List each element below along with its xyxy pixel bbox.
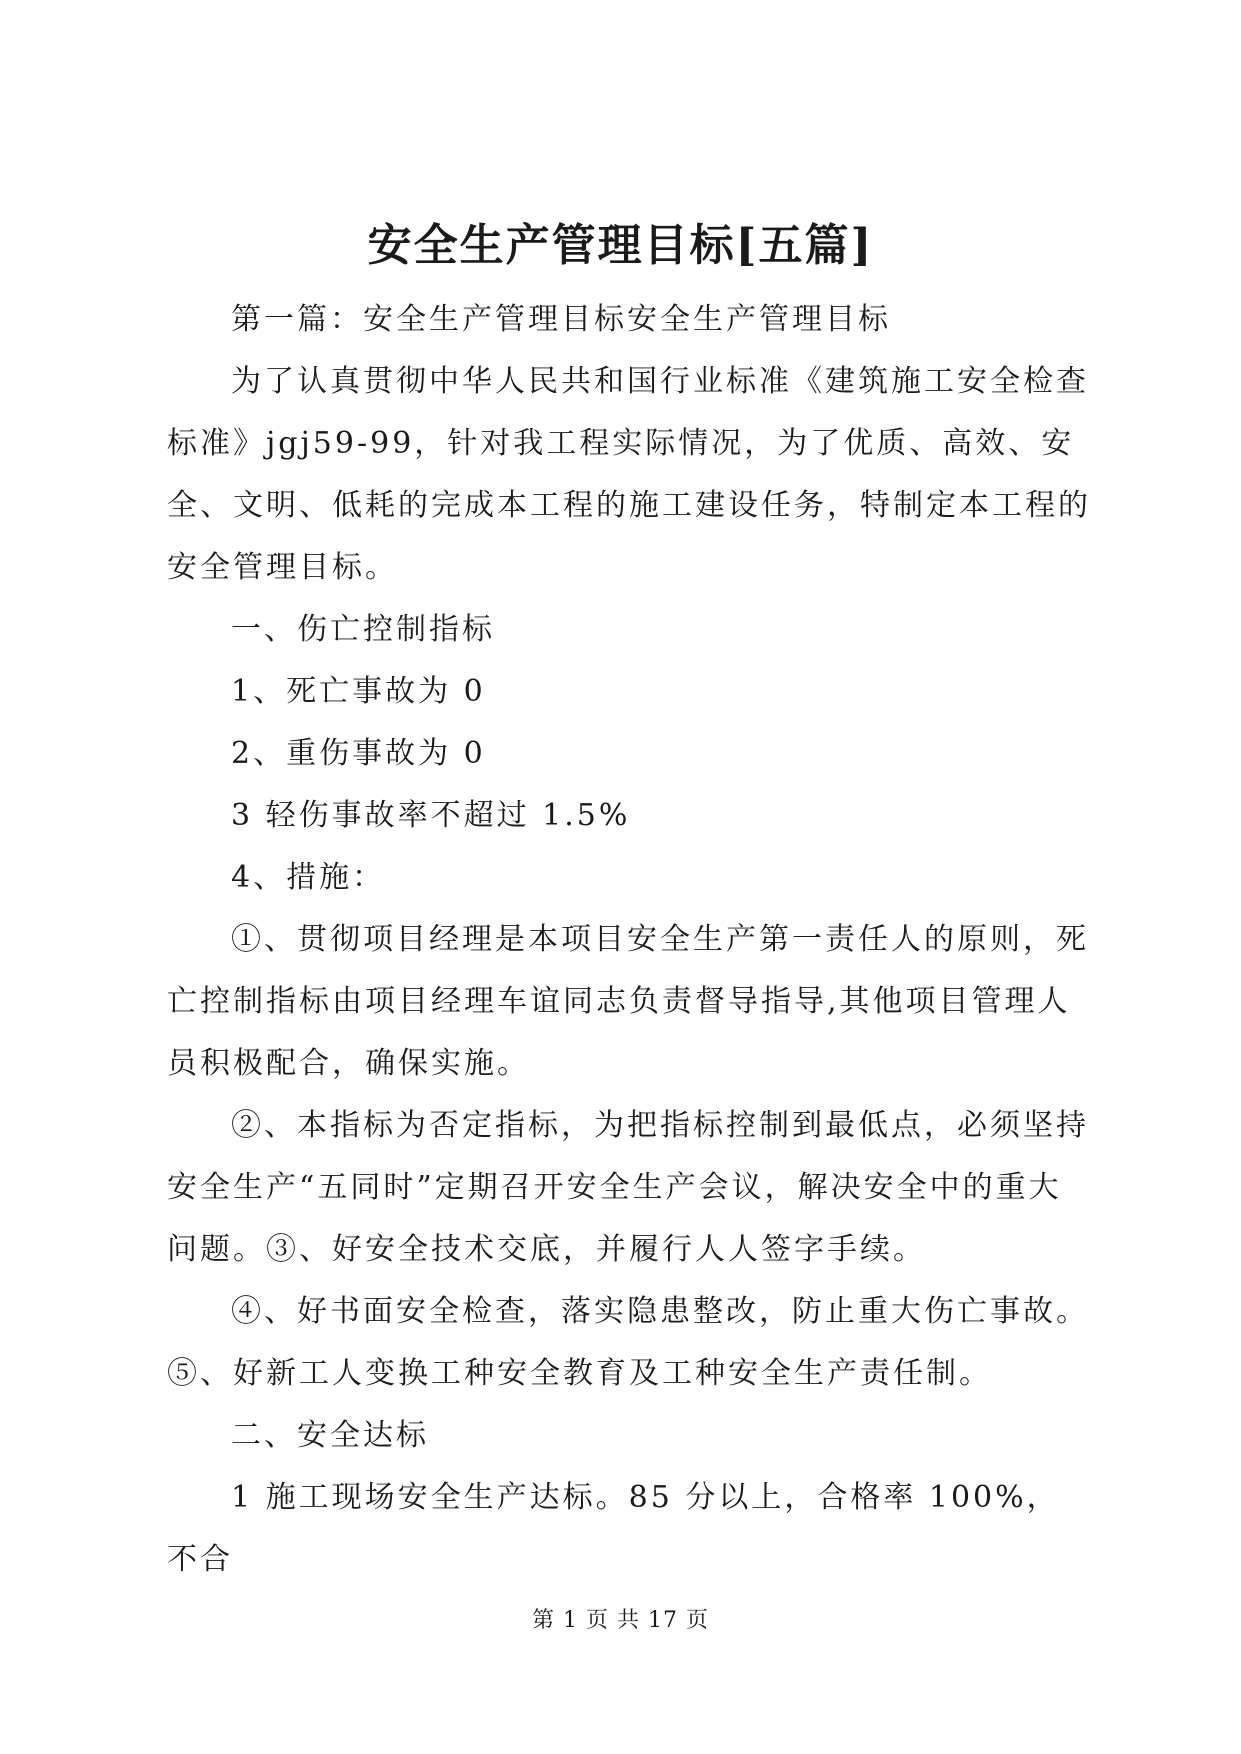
- paragraph-10: ④、好书面安全检查，落实隐患整改，防止重大伤亡事故。⑤、好新工人变换工种安全教育及工种安全生产责任制。: [167, 1294, 1089, 1391]
- paragraph-3: 一、伤亡控制指标: [231, 612, 495, 647]
- page-footer: 第 1 页 共 17 页: [532, 1608, 709, 1633]
- paragraph-5: 2、重伤事故为 0: [231, 736, 486, 771]
- paragraph-4: 1、死亡事故为 0: [231, 674, 486, 709]
- document-body: [167, 289, 1092, 1591]
- paragraph-12: 1 施工现场安全生产达标。85 分以上，合格率 100%，不合: [167, 1480, 1060, 1577]
- paragraph-8: ①、贯彻项目经理是本项目安全生产第一责任人的原则，死亡控制指标由项目经理车谊同志负责督导指导,其他项目管理人员积极配合，确保实施。: [167, 922, 1089, 1081]
- document-title: 安全生产管理目标[五篇]: [367, 220, 874, 271]
- paragraph-6: 3 轻伤事故率不超过 1.5%: [231, 798, 631, 833]
- paragraph-2: 为了认真贯彻中华人民共和国行业标准《建筑施工安全检查标准》jgj59-99，针对我工程实际情况，为了优质、高效、安全、文明、低耗的完成本工程的施工建设任务，特制定本工程的安全管理目标。: [167, 364, 1091, 585]
- paragraph-9: ②、本指标为否定指标，为把指标控制到最低点，必须坚持安全生产“五同时”定期召开安全生产会议，解决安全中的重大问题。③、好安全技术交底，并履行人人签字手续。: [167, 1108, 1089, 1267]
- paragraph-1: 第一篇：安全生产管理目标安全生产管理目标: [231, 302, 891, 337]
- paragraph-11: 二、安全达标: [231, 1418, 429, 1453]
- paragraph-7: 4、措施：: [231, 860, 386, 895]
